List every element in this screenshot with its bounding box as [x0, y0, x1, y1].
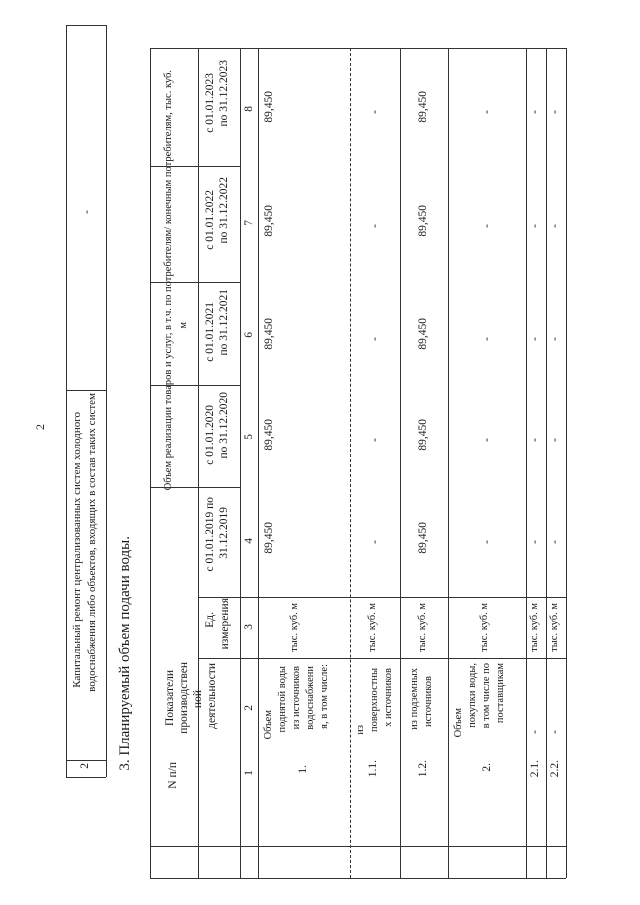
row-name-line: х источников: [383, 668, 394, 727]
row-value: 89,450: [417, 318, 429, 350]
row-unit: тыс. куб. м: [549, 603, 560, 652]
header-indicator-line: деятельности: [206, 663, 218, 729]
row-unit: тыс. куб. м: [529, 603, 540, 652]
period-2019-l1: с 01.01.2019 по: [204, 497, 216, 572]
row-value: -: [481, 540, 493, 544]
row-value: 89,450: [263, 522, 275, 554]
row-name-line: из источников: [291, 666, 302, 730]
item2-value: -: [81, 210, 93, 214]
row-value: -: [481, 337, 493, 341]
row-value: 89,450: [263, 318, 275, 350]
row-value: -: [369, 110, 381, 114]
col-index: 1: [243, 770, 255, 776]
period-2023-l2: по 31.12.2023: [218, 60, 230, 127]
item2-text-line2: водоснабжения либо объектов, входящих в состав таких систем: [86, 393, 98, 692]
row-unit: тыс. куб. м: [289, 603, 300, 652]
row-number: 1.1.: [367, 760, 379, 778]
item2-number: 2: [79, 763, 91, 769]
row-unit: тыс. куб. м: [367, 603, 378, 652]
col-index: 7: [243, 220, 255, 226]
row-number: 2.1.: [529, 760, 541, 778]
row-name-line: из: [355, 725, 366, 735]
row-name-line: Объем: [263, 710, 274, 740]
row-value: -: [481, 438, 493, 442]
row-name-line: водоснабжени: [305, 666, 316, 730]
row-name-line: -: [549, 730, 561, 734]
item2-text-line1: Капитальный ремонт централизованных систем холодного: [71, 412, 83, 688]
col-index: 3: [243, 624, 255, 630]
row-value: -: [529, 110, 541, 114]
period-2023-l1: с 01.01.2023: [204, 73, 216, 133]
header-unit-line: измерения: [219, 598, 231, 650]
row-value: 89,450: [263, 205, 275, 237]
row-value: -: [549, 540, 561, 544]
row-value: -: [549, 224, 561, 228]
row-name-line: поверхностны: [369, 668, 380, 732]
row-value: -: [549, 110, 561, 114]
header-volume-line1: Объем реализации товаров и услуг, в т.ч. по потребителям/ конечным потребителям, тыс. куб.: [163, 70, 174, 491]
section3-heading: 3. Планируемый объем подачи воды.: [117, 536, 133, 771]
row-value: -: [481, 110, 493, 114]
row-unit: тыс. куб. м: [417, 603, 428, 652]
row-number: 1.2.: [417, 760, 429, 778]
period-2019-l2: 31.12.2019: [218, 507, 230, 559]
header-indicator-line: производствен: [178, 662, 190, 734]
row-value: -: [529, 224, 541, 228]
row-value: 89,450: [417, 522, 429, 554]
row-value: 89,450: [417, 419, 429, 451]
row-name-line: -: [529, 730, 541, 734]
row-number: 2.2.: [549, 760, 561, 778]
header-unit-line: Ед.: [204, 612, 216, 628]
row-name-line: я, в том числе:: [319, 664, 330, 729]
header-indicator-line: ной: [192, 690, 204, 709]
row-value: 89,450: [263, 419, 275, 451]
row-number: 1.: [297, 765, 309, 774]
period-2022-l1: с 01.01.2022: [204, 190, 216, 250]
row-value: -: [549, 438, 561, 442]
row-value: -: [481, 224, 493, 228]
row-unit: тыс. куб. м: [479, 603, 490, 652]
row-value: -: [369, 337, 381, 341]
row-name-line: в том числе по: [481, 663, 492, 729]
period-2021-l1: с 01.01.2021: [204, 302, 216, 362]
row-value: 89,450: [417, 205, 429, 237]
row-name-line: из подземных: [409, 668, 420, 730]
period-2021-l2: по 31.12.2021: [218, 289, 230, 356]
col-index: 8: [243, 106, 255, 112]
row-value: -: [529, 540, 541, 544]
page-number: 2: [33, 424, 47, 430]
row-number: 2.: [481, 763, 493, 772]
col-index: 2: [243, 705, 255, 711]
row-value: -: [529, 337, 541, 341]
col-index: 5: [243, 434, 255, 440]
col-index: 6: [243, 332, 255, 338]
row-name-line: источников: [423, 676, 434, 728]
period-2020-l2: по 31.12.2020: [218, 392, 230, 459]
row-value: -: [529, 438, 541, 442]
period-2022-l2: по 31.12.2022: [218, 177, 230, 244]
row-name-line: поставщикам: [495, 663, 506, 724]
row-name-line: покупки воды,: [467, 663, 478, 728]
period-2020-l1: с 01.01.2020: [204, 405, 216, 465]
row-name-line: поднятой воды: [277, 666, 288, 733]
header-indicator-line: Показатели: [164, 670, 176, 726]
header-volume-line2: м: [178, 322, 189, 329]
col-index: 4: [243, 538, 255, 544]
header-col-num: N п/п: [167, 762, 179, 789]
row-value: 89,450: [263, 91, 275, 123]
row-value: -: [549, 337, 561, 341]
row-name-line: Объем: [453, 708, 464, 738]
row-value: -: [369, 438, 381, 442]
row-value: 89,450: [417, 91, 429, 123]
row-value: -: [369, 224, 381, 228]
row-value: -: [369, 540, 381, 544]
